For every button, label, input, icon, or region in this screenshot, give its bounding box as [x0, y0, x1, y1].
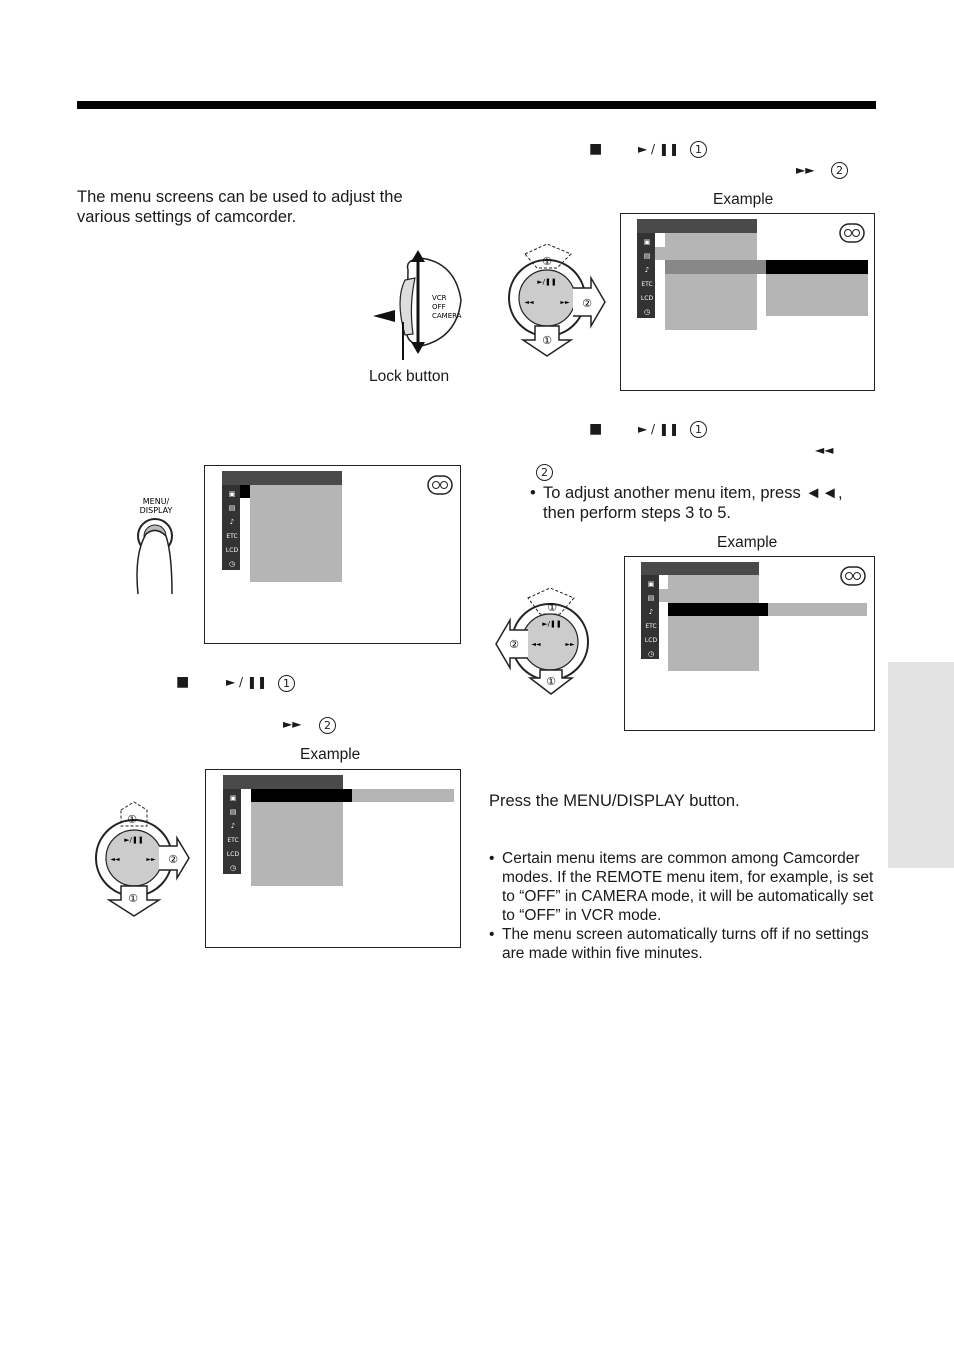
example-label-2: Example [713, 191, 774, 208]
submenu-item-selected [766, 260, 868, 274]
svg-text:VCR: VCR [432, 294, 447, 302]
menu-label-line2: DISPLAY [139, 506, 173, 515]
svg-text:①: ① [128, 892, 138, 905]
menu-title-bar [223, 775, 343, 789]
step5-circle-2: 2 [536, 464, 553, 481]
menu-screen-step5 [624, 556, 875, 731]
svg-text:②: ② [509, 638, 519, 651]
menu-panel [251, 789, 343, 886]
svg-text:►►: ►► [146, 856, 156, 863]
menu-item-selected [668, 603, 768, 616]
menu-item-highlight [665, 260, 766, 274]
svg-text:LCD: LCD [225, 547, 239, 554]
svg-text:▤: ▤ [229, 808, 237, 816]
intro-text: The menu screens can be used to adjust the various settings of camcorder. [77, 188, 403, 226]
submenu-row [768, 603, 867, 616]
svg-text:◄◄: ◄◄ [531, 641, 541, 648]
svg-text:①: ① [547, 601, 557, 614]
menu-title-bar [641, 562, 759, 575]
menu-panel [668, 575, 759, 671]
svg-text:OFF: OFF [432, 303, 446, 311]
svg-text:▣: ▣ [228, 490, 236, 498]
step3-ff-symbol: ►► [283, 717, 302, 731]
step3-circle-2: 2 [319, 717, 336, 734]
menu-panel [665, 233, 757, 330]
step5-bullet-list [530, 483, 875, 523]
submenu-row [352, 789, 454, 802]
svg-text:►/❚❚: ►/❚❚ [537, 278, 557, 286]
menu-icons [224, 486, 240, 570]
submenu-panel [766, 274, 868, 316]
svg-text:♪: ♪ [644, 266, 650, 274]
svg-text:①: ① [542, 334, 552, 347]
step5-circle-1: 1 [690, 421, 707, 438]
lock-button-label: Lock button [369, 368, 450, 385]
svg-text:♪: ♪ [648, 608, 654, 616]
svg-text:ETC: ETC [226, 533, 238, 540]
svg-text:◄◄: ◄◄ [110, 856, 120, 863]
menu-screen-step4 [620, 213, 875, 391]
example-label-1: Example [300, 746, 361, 763]
svg-text:▣: ▣ [229, 794, 237, 802]
svg-text:►/❚❚: ►/❚❚ [542, 620, 562, 628]
menu-icons [225, 790, 241, 874]
svg-text:◷: ◷ [229, 864, 237, 872]
step4-ff-symbol: ►► [796, 163, 815, 177]
step4-play-symbol: ► / ❚❚ [638, 142, 680, 156]
step5-stop-symbol: ■ [589, 421, 603, 437]
close-menu-text: Press the MENU/DISPLAY button. [489, 792, 740, 810]
svg-text:►/❚❚: ►/❚❚ [124, 836, 144, 844]
menu-display-button-illustration [126, 494, 186, 598]
svg-text:CAMERA: CAMERA [432, 312, 462, 320]
svg-text:①: ① [546, 675, 556, 688]
top-rule [77, 101, 876, 109]
notes-list [489, 849, 875, 963]
svg-text:LCD: LCD [644, 637, 658, 644]
mode-dial-illustration [365, 250, 475, 360]
step4-circle-1: 1 [690, 141, 707, 158]
svg-text:►►: ►► [560, 299, 570, 306]
menu-title-bar [222, 471, 342, 485]
example-label-3: Example [717, 534, 778, 551]
svg-text:①: ① [542, 255, 552, 268]
control-dial-step4 [505, 240, 609, 358]
svg-text:▣: ▣ [643, 238, 651, 246]
menu-panel [250, 485, 342, 582]
svg-text:②: ② [582, 297, 592, 310]
svg-text:▤: ▤ [228, 504, 236, 512]
menu-screen-initial [204, 465, 461, 644]
svg-text:▣: ▣ [647, 580, 655, 588]
svg-text:◷: ◷ [643, 308, 651, 316]
svg-text:LCD: LCD [640, 295, 654, 302]
step3-play-symbol: ► / ❚❚ [226, 675, 268, 689]
step4-circle-2: 2 [831, 162, 848, 179]
svg-text:◷: ◷ [647, 650, 655, 658]
step5-play-symbol: ► / ❚❚ [638, 422, 680, 436]
svg-text:▤: ▤ [647, 594, 655, 602]
svg-text:ETC: ETC [227, 837, 239, 844]
control-dial-step3 [93, 800, 193, 918]
svg-text:①: ① [127, 813, 137, 826]
svg-text:LCD: LCD [226, 851, 240, 858]
menu-icons [643, 576, 659, 660]
side-tab [888, 662, 954, 868]
svg-text:◄◄: ◄◄ [524, 299, 534, 306]
menu-screen-step3 [205, 769, 461, 948]
note-item: • The menu screen automatically turns off if no settings are made within five minutes. [489, 925, 875, 963]
svg-text:②: ② [168, 853, 178, 866]
tape-icon [839, 223, 865, 243]
note-item: • Certain menu items are common among Camcorder modes. If the REMOTE menu item, for example, is set to “OFF” in CAMERA mode, it will be automatically set to “OFF” in VCR mode. [489, 849, 875, 925]
step3-stop-symbol: ■ [176, 674, 190, 690]
tape-icon [427, 475, 453, 495]
svg-text:▤: ▤ [643, 252, 651, 260]
step4-stop-symbol: ■ [589, 141, 603, 157]
menu-icons [639, 234, 655, 318]
menu-item-selected [251, 789, 352, 802]
menu-label-line1: MENU/ [142, 497, 170, 506]
step5-rew-symbol: ◄◄ [815, 443, 834, 457]
step5-bullet: • To adjust another menu item, press ◄◄, then perform steps 3 to 5. [530, 483, 875, 523]
svg-text:ETC: ETC [645, 623, 657, 630]
svg-text:►►: ►► [565, 641, 575, 648]
step3-circle-1: 1 [278, 675, 295, 692]
tape-icon [840, 566, 866, 586]
svg-text:ETC: ETC [641, 281, 653, 288]
svg-text:♪: ♪ [229, 518, 235, 526]
svg-text:♪: ♪ [230, 822, 236, 830]
menu-title-bar [637, 219, 757, 233]
control-dial-step5 [494, 584, 598, 696]
svg-text:◷: ◷ [228, 560, 236, 568]
